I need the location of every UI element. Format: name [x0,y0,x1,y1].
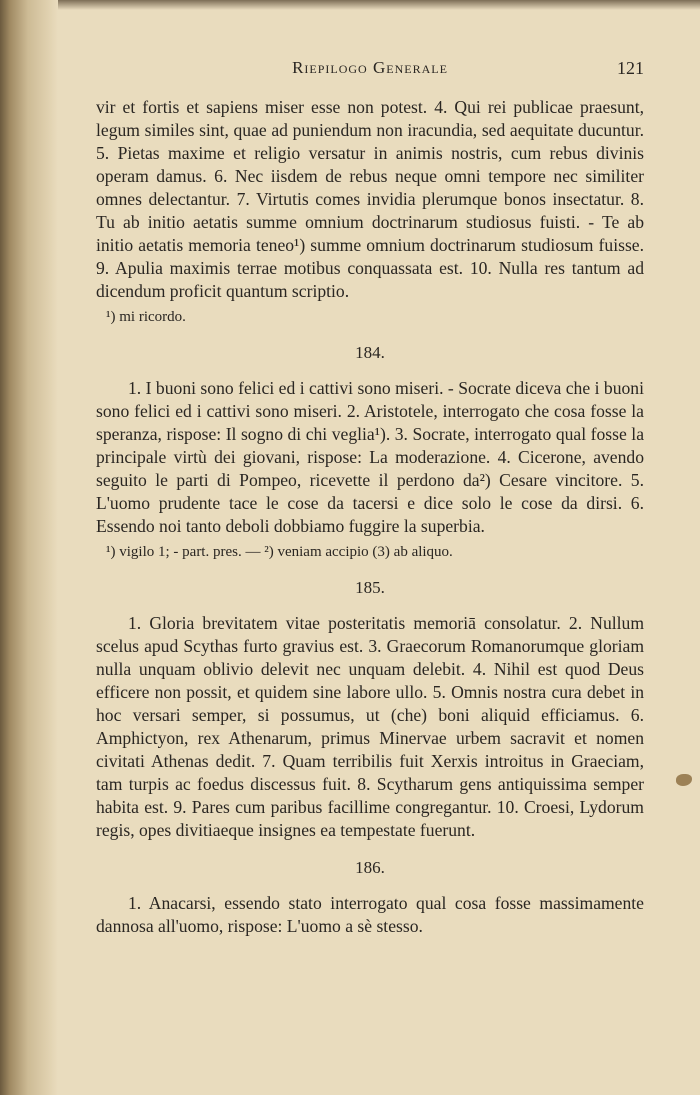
page-number: 121 [617,58,644,78]
exercise-number: 184. [355,343,385,362]
book-gutter [0,0,58,1095]
exercise-text: 1. I buoni sono felici ed i cattivi sono miseri. - Socrate diceva che i buoni sono felici ed i cattivi sono miseri. 2. Aristotele, interrogato che cosa fosse la speranza, rispose: Il sogno di chi veglia¹). 3. Socrate, interrogato qual fosse la principale virtù dei giovani, rispose: La moderazione. 4. Cicerone, avendo seguito le parti di Pompeo, ricevette il perdono da²) Cesare vincitore. 5. L'uomo prudente tace le cose da tacersi e dice solo le cose da dirsi. 6. Essendo noi tanto deboli dobbiamo fuggire la superbia. [96,378,644,536]
page-top-edge [0,0,700,10]
exercise-text: 1. Anacarsi, essendo stato interrogato qual cosa fosse massimamente dannosa all'uomo, rispose: L'uomo a sè stesso. [96,893,644,936]
exercise-number: 185. [355,578,385,597]
book-page [96,58,644,938]
running-head [96,58,644,86]
exercise-text: 1. Gloria brevitatem vitae posteritatis memoriā consolatur. 2. Nullum scelus apud Scythas furto gravius est. 3. Graecorum Romanorumque gloriam nulla unquam oblivio delevit nec unquam delebit. 4. Nihil est quod Deus efficere non possit, et quidem sine labore ullo. 5. Omnis nostra cura debet in hoc versari semper, si possumus, ut (che) boni aliquid efficiamus. 6. Amphictyon, rex Athenarum, primus Minervae urbem sacravit et nomen civitati Athenas dedit. 7. Quam terribilis fuit Xerxis introitus in Graeciam, tam turpis ac foedus discessus fuit. 8. Scytharum gens antiquissima semper habita est. 9. Pares cum paribus facillime congregantur. 10. Croesi, Lydorum regis, opes divitiaeque insignes ea tempestate fuerunt. [96,613,644,840]
running-title: Riepilogo Generale [292,58,448,77]
footnote: ¹) mi ricordo. [106,309,186,325]
footnote: ¹) vigilo 1; - part. pres. — ²) veniam accipio (3) ab aliquo. [106,544,453,560]
exercise-number: 186. [355,858,385,877]
paper-stain [676,774,692,786]
continued-paragraph: vir et fortis et sapiens miser esse non potest. 4. Qui rei publicae praesunt, legum similes sint, quae ad puniendum non iracundia, sed aequitate ducuntur. 5. Pietas maxime et religio versatur in animis nostris, cum rebus divinis operam damus. 6. Nec iisdem de rebus neque omni tempore nec similiter omnes delectantur. 7. Virtutis comes invidia plerumque bonos insectatur. 8. Tu ab initio aetatis summe omnium doctrinarum studiosus fuisti. - Te ab initio aetatis memoria teneo¹) summe omnium doctrinarum studiosum fuisse. 9. Apulia maximis terrae motibus conquassata est. 10. Nulla res tantum ad dicendum proficit quantum scriptio. [96,97,644,301]
